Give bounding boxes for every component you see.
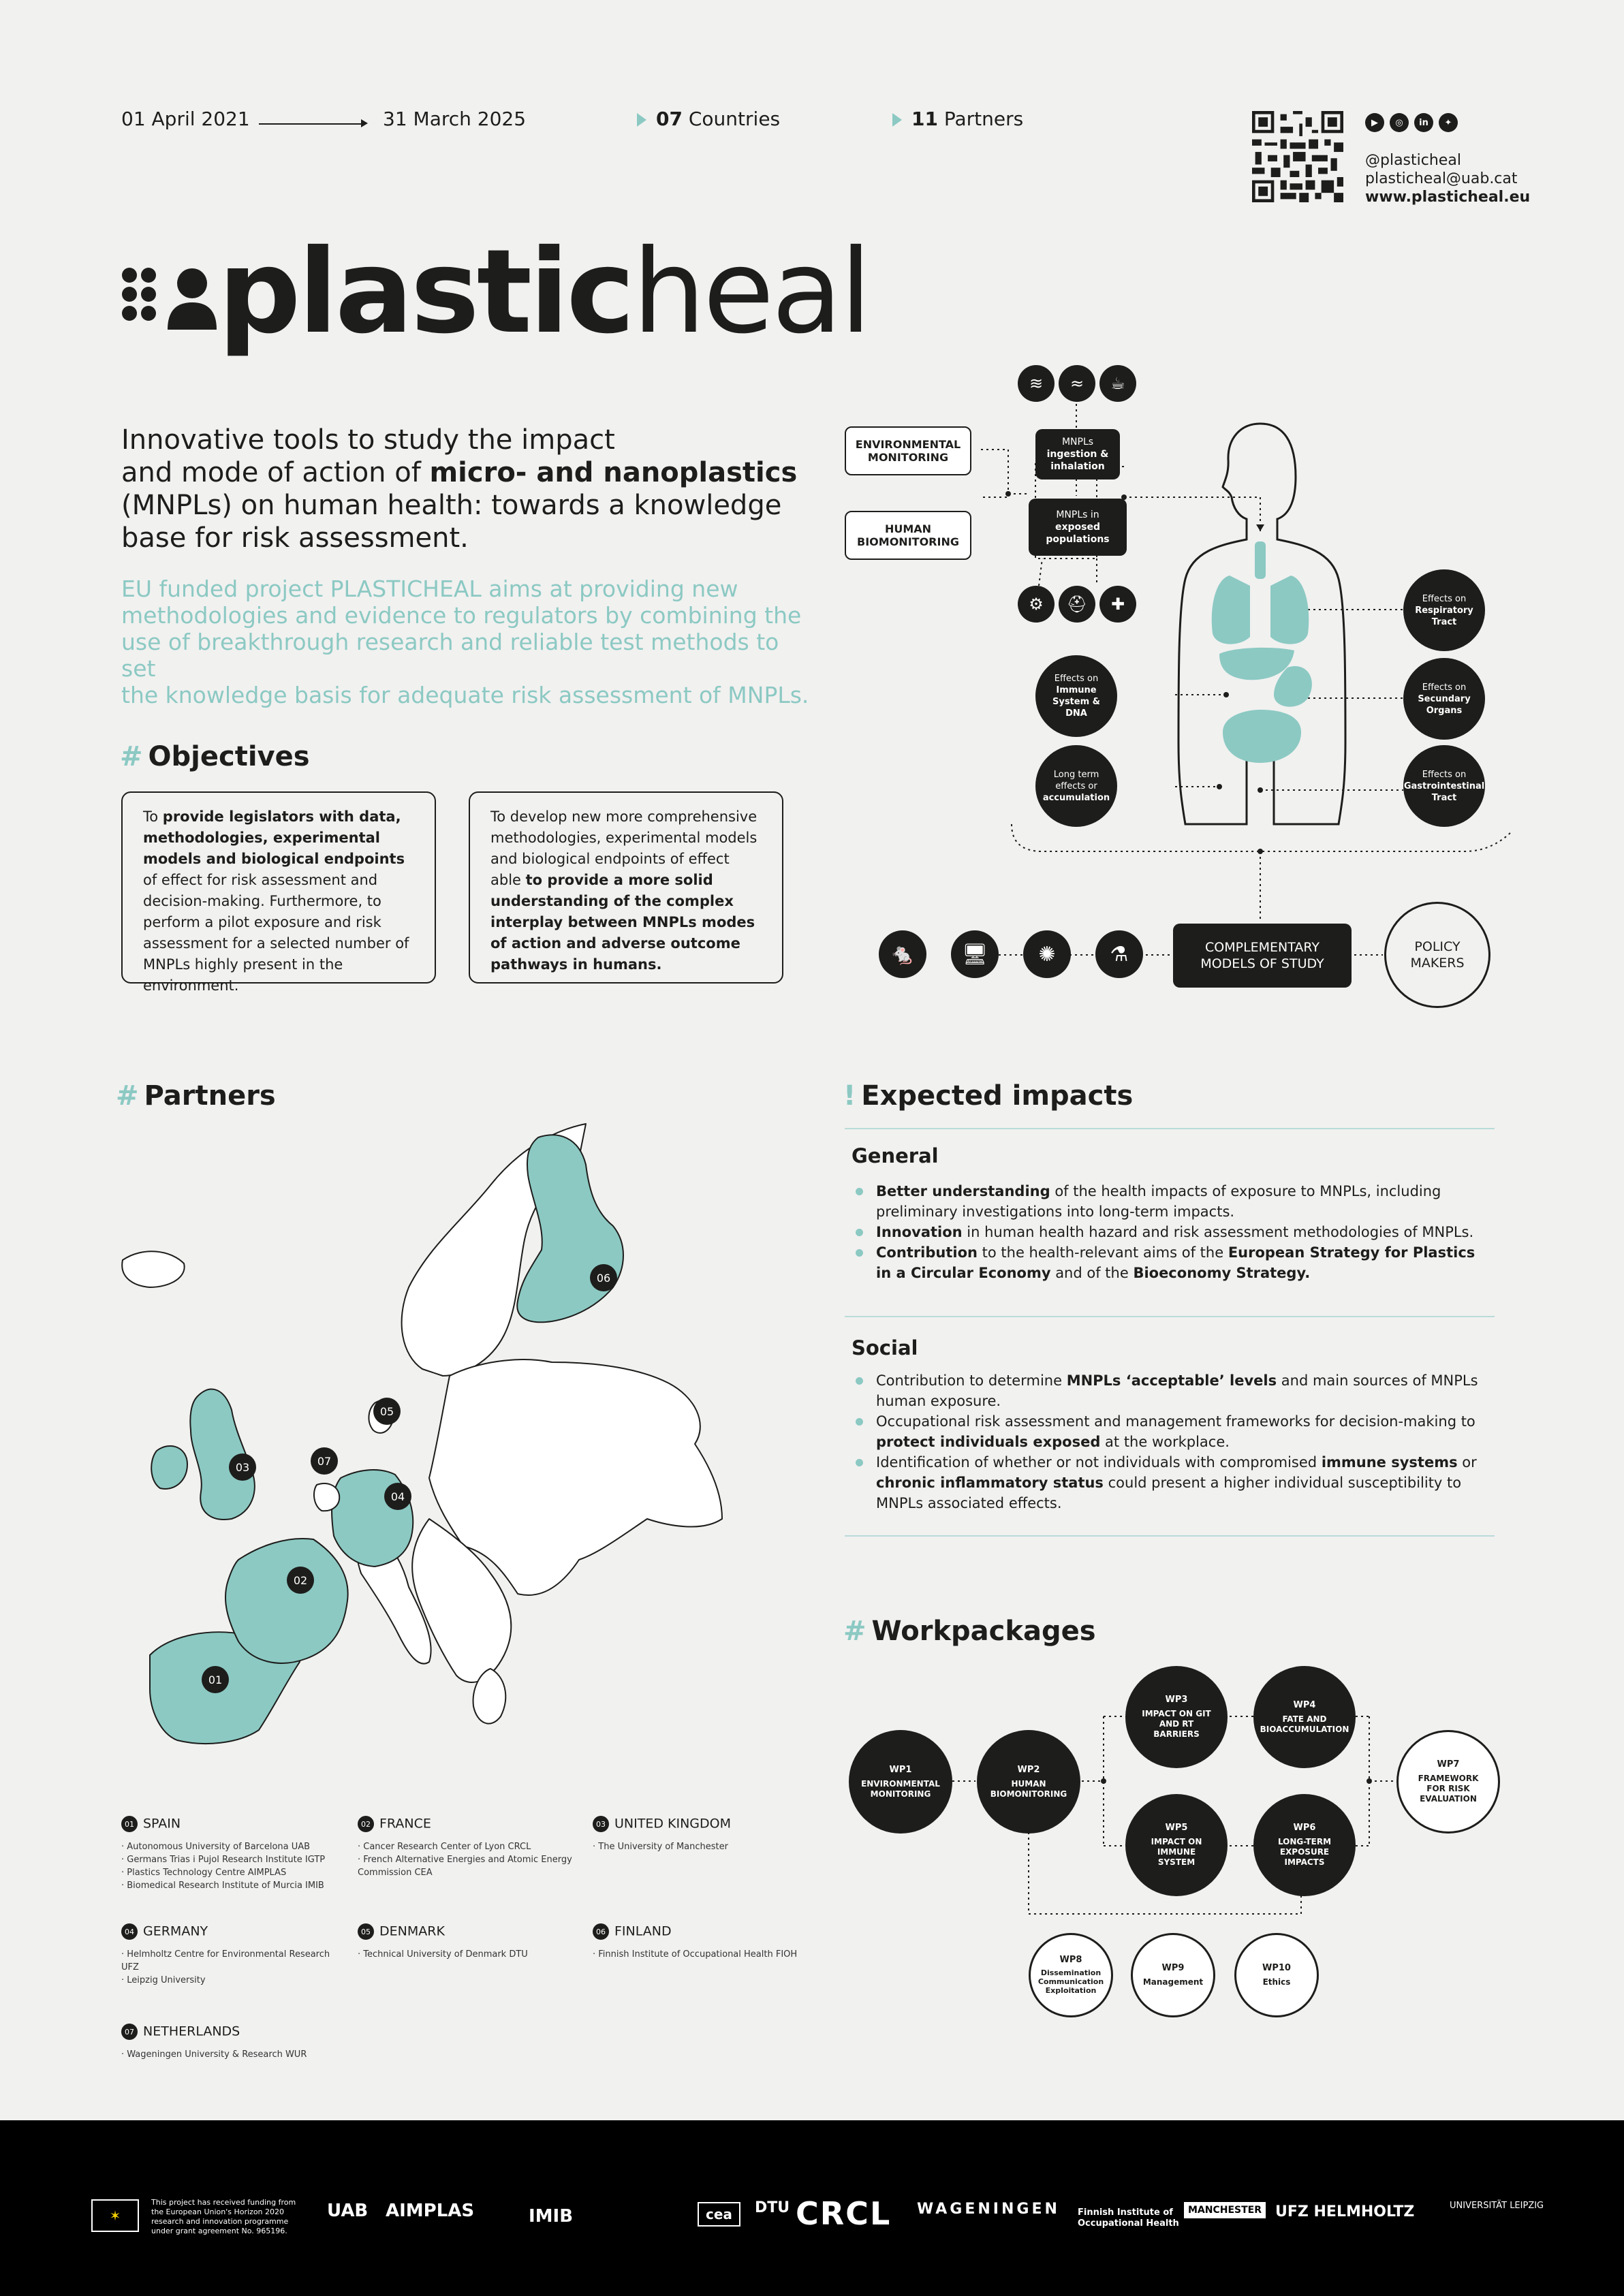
intro-heading: Innovative tools to study the impact and mode of action of micro- and nanoplastics (MNPLs) on human health: towards a knowledge base for risk assessment. xyxy=(121,424,798,554)
workpackages-title: # Workpackages xyxy=(843,1616,1096,1647)
exposure-route-icons xyxy=(1018,586,1136,623)
wp7-circle[interactable]: WP7 FRAMEWORK FOR RISK EVALUATION xyxy=(1396,1730,1500,1834)
divider xyxy=(845,1128,1495,1129)
drink-icon: ☕ xyxy=(1099,365,1136,402)
leipzig-logo[interactable]: UNIVERSITÄT LEIPZIG xyxy=(1450,2201,1544,2211)
twitter-handle[interactable]: @plasticheal xyxy=(1365,152,1461,169)
cea-logo[interactable]: cea xyxy=(698,2202,740,2227)
uab-logo[interactable]: UAB xyxy=(327,2201,369,2221)
wp6-circle[interactable]: WP6 LONG-TERM EXPOSURE IMPACTS xyxy=(1253,1794,1356,1896)
cell-icon: ✺ xyxy=(1023,930,1071,978)
impacts-social-list xyxy=(853,1370,1486,1513)
exposure-source-icons xyxy=(1018,365,1136,402)
ingestion-inhalation-box: MNPLs ingestion & inhalation xyxy=(1035,429,1120,479)
objectives-title: # Objectives xyxy=(120,741,310,772)
wp5-circle[interactable]: WP5 IMPACT ON IMMUNE SYSTEM xyxy=(1125,1794,1228,1896)
countries-count: 07 Countries xyxy=(637,108,780,130)
impacts-general-list xyxy=(853,1181,1486,1283)
ufz-logo[interactable]: UFZ HELMHOLTZ xyxy=(1275,2203,1415,2220)
date-arrow-line xyxy=(259,123,364,125)
triangle-icon xyxy=(892,113,902,127)
social-links xyxy=(1365,113,1458,132)
wp10-circle[interactable]: WP10 Ethics xyxy=(1234,1933,1319,2017)
partner-netherlands: 07 NETHERLANDS · Wageningen University & Research WUR xyxy=(121,2024,307,2060)
map-marker-07[interactable]: 07 xyxy=(311,1447,338,1475)
effect-respiratory-tract: Effects on Respiratory Tract xyxy=(1403,569,1485,651)
impacts-general-title: General xyxy=(852,1144,939,1167)
effect-long-term: Long term effects or accumulation xyxy=(1035,745,1117,827)
effect-secundary-organs: Effects on Secundary Organs xyxy=(1403,658,1485,740)
list-item: Better understanding of the health impacts of exposure to MNPLs, including preliminary investigations into long-term impacts. xyxy=(853,1181,1486,1222)
plasticheal-logo-text: plasticheal xyxy=(218,225,869,360)
list-item: Occupational risk assessment and management frameworks for decision-making to protect individuals exposed at the workplace. xyxy=(853,1411,1486,1452)
water-icon: ≋ xyxy=(1018,365,1055,402)
fioh-logo[interactable]: Finnish Institute of Occupational Health xyxy=(1078,2207,1179,2229)
wp4-circle[interactable]: WP4 FATE AND BIOACCUMULATION xyxy=(1253,1666,1356,1768)
qr-code-icon[interactable] xyxy=(1252,111,1343,202)
study-model-icons xyxy=(879,930,1143,978)
twitter-icon[interactable]: ✦ xyxy=(1439,113,1458,132)
list-item: Contribution to determine MNPLs ‘acceptable’ levels and main sources of MNPLs human exposure. xyxy=(853,1370,1486,1411)
map-marker-01[interactable]: 01 xyxy=(202,1666,229,1693)
divider xyxy=(845,1316,1495,1317)
map-marker-05[interactable]: 05 xyxy=(373,1398,401,1425)
objective-box-1: To provide legislators with data, methodologies, experimental models and biological endpoints of effect for risk assessment and decision-making. Furthermore, to perform a pilot exposure and risk assessment for a selected number of MNPLs highly present in the environment. xyxy=(121,791,436,984)
wageningen-logo[interactable]: WAGENINGEN xyxy=(917,2201,1060,2218)
wp9-circle[interactable]: WP9 Management xyxy=(1131,1933,1215,2017)
contact-block xyxy=(1365,151,1530,206)
wp2-circle[interactable]: WP2 HUMAN BIOMONITORING xyxy=(977,1730,1080,1834)
helmet-icon: ⛑ xyxy=(1059,586,1095,623)
manchester-logo[interactable]: MANCHESTER xyxy=(1184,2202,1266,2218)
partner-germany: 04 GERMANY · Helmholtz Centre for Environmental Research UFZ · Leipzig University xyxy=(121,1923,330,1985)
youtube-icon[interactable]: ▶ xyxy=(1365,113,1384,132)
list-item: Identification of whether or not individuals with compromised immune systems or chronic inflammatory status could present a higher individual susceptibility to MNPLs associated effects. xyxy=(853,1452,1486,1513)
gear-icon: ⚙ xyxy=(1018,586,1055,623)
mouse-icon: 🐁 xyxy=(879,930,926,978)
partners-count: 11 Partners xyxy=(892,108,1023,130)
list-item: Innovation in human health hazard and risk assessment methodologies of MNPLs. xyxy=(853,1222,1486,1242)
air-icon: ≈ xyxy=(1059,365,1095,402)
eu-flag-icon: ✶ xyxy=(91,2199,139,2232)
imib-logo[interactable]: IMIB xyxy=(529,2206,574,2227)
objective-box-2: To develop new more comprehensive methodologies, experimental models and biological endpoints of effect able to provide a more solid understanding of the complex interplay between MNPLs modes of action and adverse outcome pathways in humans. xyxy=(469,791,783,984)
partner-united-kingdom: 03 UNITED KINGDOM · The University of Manchester xyxy=(593,1816,731,1852)
funding-notice: This project has received funding from the European Union's Horizon 2020 research and innovation programme under grant agreement No. 965196. xyxy=(151,2198,296,2235)
dtu-logo[interactable]: DTU xyxy=(755,2199,790,2216)
map-marker-02[interactable]: 02 xyxy=(287,1567,314,1594)
end-date: 31 March 2025 xyxy=(383,108,527,130)
date-arrow-head xyxy=(361,119,368,127)
partner-spain: 01 SPAIN · Autonomous University of Barcelona UAB · Germans Trias i Pujol Research Institute IGTP · Plastics Technology Centre AIMPLAS · Biomedical Research Institute of Murcia IMIB xyxy=(121,1816,326,1891)
medical-icon: ✚ xyxy=(1099,586,1136,623)
list-item: Contribution to the health-relevant aims of the European Strategy for Plastics in a Circular Economy and of the Bioeconomy Strategy. xyxy=(853,1242,1486,1283)
partner-finland: 06 FINLAND · Finnish Institute of Occupational Health FIOH xyxy=(593,1923,798,1960)
flask-icon: ⚗ xyxy=(1095,930,1143,978)
impacts-title: ! Expected impacts xyxy=(843,1080,1134,1112)
wp3-circle[interactable]: WP3 IMPACT ON GIT AND RT BARRIERS xyxy=(1125,1666,1228,1768)
policy-makers-circle: POLICY MAKERS xyxy=(1384,902,1490,1008)
effect-immune-system: Effects on Immune System & DNA xyxy=(1035,655,1117,737)
partner-denmark: 05 DENMARK · Technical University of Denmark DTU xyxy=(358,1923,528,1960)
linkedin-icon[interactable]: in xyxy=(1414,113,1433,132)
wp1-circle[interactable]: WP1 ENVIRONMENTAL MONITORING xyxy=(849,1730,952,1834)
crcl-logo[interactable]: CRCL xyxy=(796,2195,892,2232)
wp8-circle[interactable]: WP8 Dissemination Communication Exploitation xyxy=(1029,1933,1113,2017)
divider xyxy=(845,1535,1495,1537)
contact-email[interactable]: plasticheal@uab.cat xyxy=(1365,170,1518,187)
environmental-monitoring-box: ENVIRONMENTAL MONITORING xyxy=(845,426,971,475)
intro-description: EU funded project PLASTICHEAL aims at providing new methodologies and evidence to regulators by combining the use of breakthrough research and reliable test methods to set the knowledge basis for adequate risk assessment of MNPLs. xyxy=(121,576,809,708)
partners-title: # Partners xyxy=(116,1080,276,1112)
instagram-icon[interactable]: ◎ xyxy=(1390,113,1409,132)
complementary-models-box: COMPLEMENTARY MODELS OF STUDY xyxy=(1173,924,1352,988)
start-date: 01 April 2021 xyxy=(121,108,250,130)
map-marker-06[interactable]: 06 xyxy=(590,1264,617,1291)
website-link[interactable]: www.plasticheal.eu xyxy=(1365,189,1531,206)
exposed-populations-box: MNPLs in exposed populations xyxy=(1029,499,1127,556)
aimplas-logo[interactable]: AIMPLAS xyxy=(386,2201,475,2221)
partner-france: 02 FRANCE · Cancer Research Center of Lyon CRCL · French Alternative Energies and Atomic Energy Commission CEA xyxy=(358,1816,572,1878)
computer-icon: 🖥 xyxy=(951,930,999,978)
plasticheal-logo-mark-icon xyxy=(121,267,217,335)
map-marker-04[interactable]: 04 xyxy=(384,1483,411,1510)
map-marker-03[interactable]: 03 xyxy=(229,1453,256,1481)
human-biomonitoring-box: HUMAN BIOMONITORING xyxy=(845,511,971,560)
triangle-icon xyxy=(637,113,646,127)
footer xyxy=(0,2120,1624,2296)
impacts-social-title: Social xyxy=(852,1336,918,1359)
effect-gastrointestinal-tract: Effects on Gastrointestinal Tract xyxy=(1403,745,1485,827)
